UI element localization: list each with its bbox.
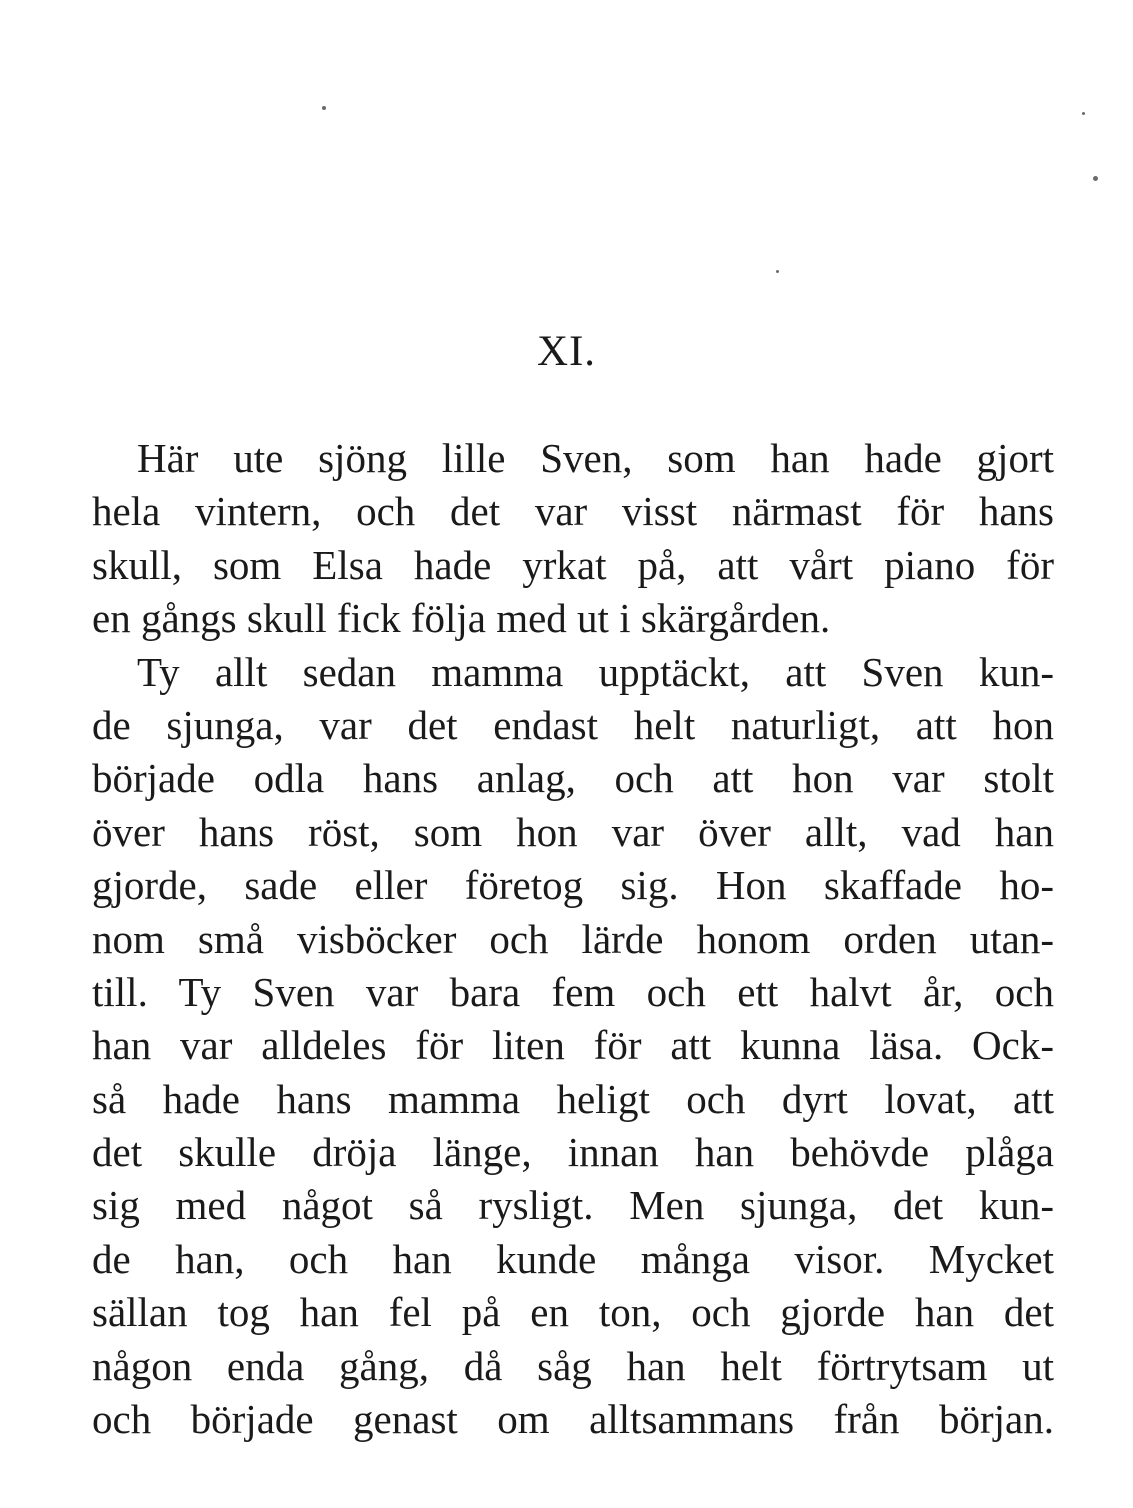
scan-speck bbox=[1082, 112, 1085, 115]
text-line: en gångs skull fick följa med ut i skärgården. bbox=[92, 595, 831, 642]
text-line: någon enda gång, då såg han helt förtrytsam ut bbox=[92, 1342, 1054, 1389]
text-line: det skulle dröja länge, innan han behövde plåga bbox=[92, 1129, 1054, 1176]
text-line: så hade hans mamma heligt och dyrt lovat, att bbox=[92, 1075, 1054, 1122]
scan-speck bbox=[776, 270, 779, 273]
text-line: de han, och han kunde många visor. Mycket bbox=[92, 1235, 1054, 1282]
text-line: de sjunga, var det endast helt naturligt, att hon bbox=[92, 701, 1054, 748]
text-line: skull, som Elsa hade yrkat på, att vårt piano för bbox=[92, 541, 1054, 588]
text-line: nom små visböcker och lärde honom orden utan- bbox=[92, 915, 1054, 962]
text-line: till. Ty Sven var bara fem och ett halvt år, och bbox=[92, 968, 1054, 1015]
text-line: gjorde, sade eller företog sig. Hon skaffade ho- bbox=[92, 862, 1054, 909]
text-line: hela vintern, och det var visst närmast för hans bbox=[92, 488, 1054, 535]
scan-speck bbox=[1093, 176, 1098, 181]
text-line: Här ute sjöng lille Sven, som han hade gjort bbox=[137, 435, 1054, 481]
text-line: sällan tog han fel på en ton, och gjorde han det bbox=[92, 1289, 1054, 1336]
text-line: började odla hans anlag, och att hon var stolt bbox=[92, 755, 1054, 802]
chapter-heading: XI. bbox=[536, 328, 597, 375]
text-line: han var alldeles för liten för att kunna läsa. Ock- bbox=[92, 1022, 1054, 1069]
body-text bbox=[92, 432, 1054, 1446]
text-line: Ty allt sedan mamma upptäckt, att Sven kun- bbox=[137, 648, 1054, 695]
text-line: över hans röst, som hon var över allt, vad han bbox=[92, 808, 1054, 855]
text-line: sig med något så rysligt. Men sjunga, det kun- bbox=[92, 1182, 1054, 1229]
text-line: och började genast om alltsammans från början. bbox=[92, 1396, 1054, 1443]
scan-speck bbox=[322, 106, 326, 110]
